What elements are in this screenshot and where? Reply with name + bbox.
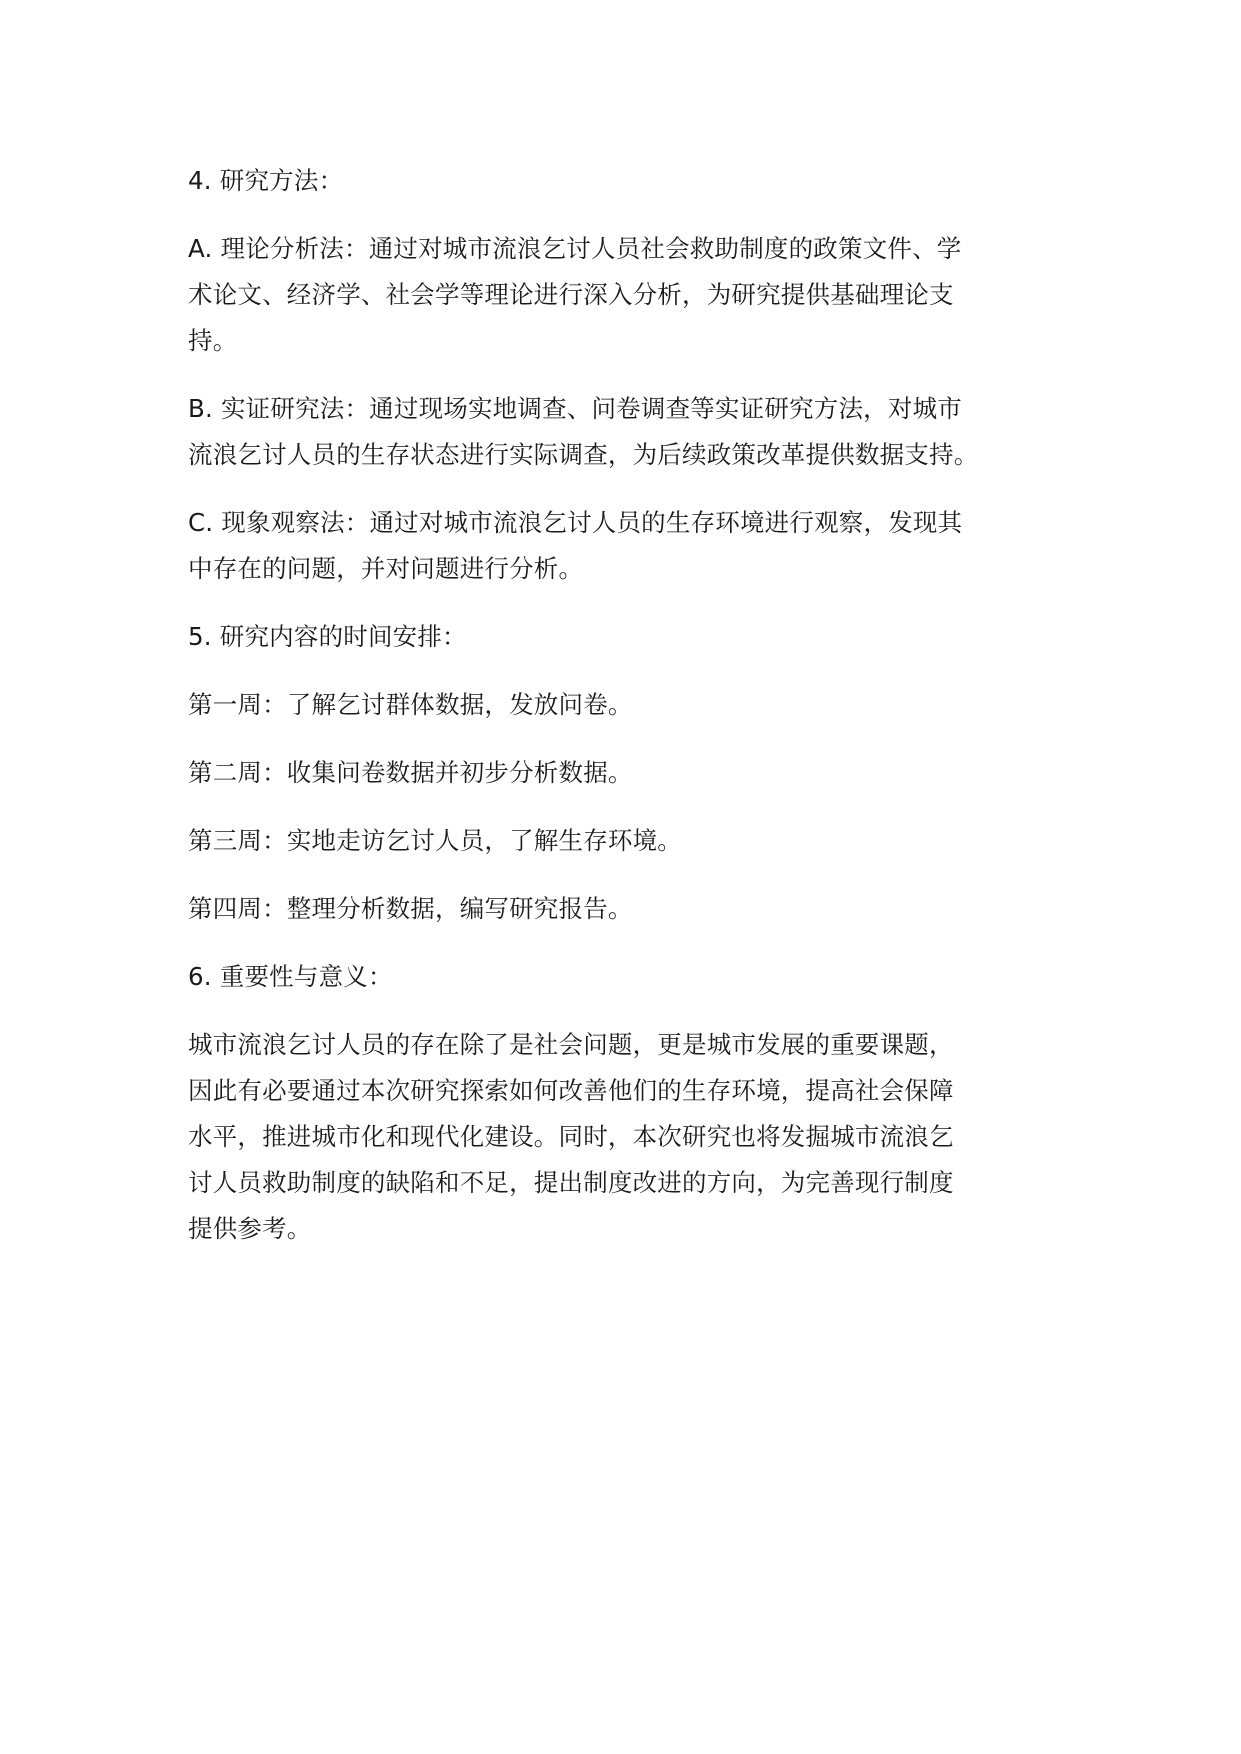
text-line: 讨人员救助制度的缺陷和不足，提出制度改进的方向，为完善现行制度 xyxy=(188,1168,954,1197)
text-line: 术论文、经济学、社会学等理论进行深入分析，为研究提供基础理论支 xyxy=(188,280,954,309)
text-line: C. 现象观察法：通过对城市流浪乞讨人员的生存环境进行观察，发现其 xyxy=(188,508,963,537)
method-theoretical-analysis xyxy=(188,226,1068,364)
schedule-week-2 xyxy=(188,750,1068,796)
text-line: 5. 研究内容的时间安排： xyxy=(188,622,467,651)
text-line: 城市流浪乞讨人员的存在除了是社会问题，更是城市发展的重要课题， xyxy=(188,1030,954,1059)
section-heading-significance xyxy=(188,954,1068,1000)
section-heading-research-methods xyxy=(188,158,1068,204)
schedule-week-1 xyxy=(188,682,1068,728)
method-observation xyxy=(188,500,1068,592)
schedule-week-3 xyxy=(188,818,1068,864)
document-page xyxy=(188,158,1068,1274)
text-line: 因此有必要通过本次研究探索如何改善他们的生存环境，提高社会保障 xyxy=(188,1076,954,1105)
text-line: 第三周：实地走访乞讨人员，了解生存环境。 xyxy=(188,826,682,855)
text-line: 流浪乞讨人员的生存状态进行实际调查，为后续政策改革提供数据支持。 xyxy=(188,440,979,469)
text-line: 中存在的问题，并对问题进行分析。 xyxy=(188,554,584,583)
text-line: 持。 xyxy=(188,326,238,355)
text-line: 第二周：收集问卷数据并初步分析数据。 xyxy=(188,758,633,787)
method-empirical-research xyxy=(188,386,1068,478)
text-line: 提供参考。 xyxy=(188,1214,312,1243)
text-line: 6. 重要性与意义： xyxy=(188,962,393,991)
text-line: 第一周：了解乞讨群体数据，发放问卷。 xyxy=(188,690,633,719)
section-heading-schedule xyxy=(188,614,1068,660)
text-line: 4. 研究方法： xyxy=(188,166,344,195)
text-line: A. 理论分析法：通过对城市流浪乞讨人员社会救助制度的政策文件、学 xyxy=(188,234,962,263)
text-line: 第四周：整理分析数据，编写研究报告。 xyxy=(188,894,633,923)
schedule-week-4 xyxy=(188,886,1068,932)
significance-body xyxy=(188,1022,1068,1252)
text-line: B. 实证研究法：通过现场实地调查、问卷调查等实证研究方法，对城市 xyxy=(188,394,962,423)
text-line: 水平，推进城市化和现代化建设。同时，本次研究也将发掘城市流浪乞 xyxy=(188,1122,954,1151)
